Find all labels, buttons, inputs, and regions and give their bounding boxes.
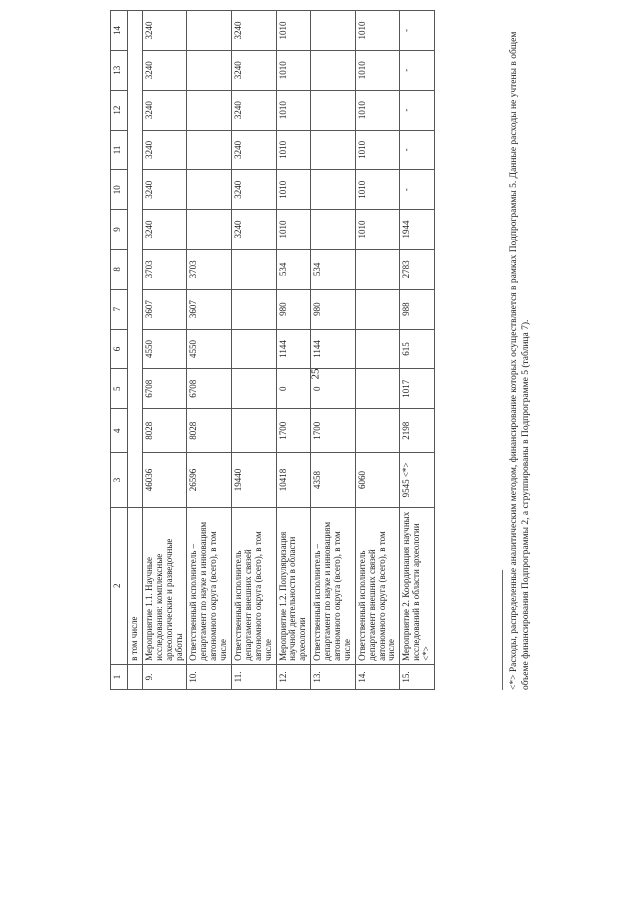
- value-cell: 1010: [276, 130, 311, 170]
- value-cell: [187, 11, 232, 51]
- row-number: 9.: [142, 664, 187, 689]
- value-cell: 1010: [355, 50, 400, 90]
- funding-table: [110, 10, 435, 690]
- value-cell: [311, 50, 356, 90]
- value-cell: 615: [400, 329, 435, 369]
- value-cell: [355, 249, 400, 289]
- value-cell: 0: [276, 369, 311, 409]
- value-cell: 1010: [355, 170, 400, 210]
- preface-empty-cell: [128, 11, 143, 508]
- column-header: 12: [111, 90, 128, 130]
- column-header: 4: [111, 409, 128, 453]
- row-name: Ответственный исполнитель – департамент по науке и инновациям автономного округа (всего), в том числе: [187, 507, 232, 664]
- value-cell: 9545 <*>: [400, 453, 435, 507]
- value-cell: 6060: [355, 453, 400, 507]
- value-cell: 3240: [142, 210, 187, 250]
- table-row: [232, 11, 277, 690]
- value-cell: 1017: [400, 369, 435, 409]
- value-cell: -: [400, 170, 435, 210]
- row-name: Ответственный исполнитель департамент внешних связей автономного округа (всего), в том числе: [232, 507, 277, 664]
- value-cell: [187, 50, 232, 90]
- value-cell: 46036: [142, 453, 187, 507]
- value-cell: 3240: [142, 11, 187, 51]
- value-cell: 988: [400, 289, 435, 329]
- row-name: Мероприятие 1.1. Научные исследования: комплексные археологические и разведочные работы: [142, 507, 187, 664]
- row-number: 10.: [187, 664, 232, 689]
- row-number: 15.: [400, 664, 435, 689]
- value-cell: [355, 329, 400, 369]
- value-cell: 4550: [142, 329, 187, 369]
- row-name: Ответственный исполнитель – департамент по науке и инновациям автономного округа (всего), в том числе: [311, 507, 356, 664]
- value-cell: [232, 409, 277, 453]
- column-header: 11: [111, 130, 128, 170]
- table-header: [111, 11, 128, 690]
- rotated-table-page: [110, 10, 531, 690]
- value-cell: 4550: [187, 329, 232, 369]
- value-cell: 1010: [276, 210, 311, 250]
- value-cell: [187, 130, 232, 170]
- value-cell: 1010: [276, 170, 311, 210]
- value-cell: 3240: [232, 210, 277, 250]
- value-cell: [355, 289, 400, 329]
- value-cell: [187, 170, 232, 210]
- table-row: [142, 11, 187, 690]
- column-header: 7: [111, 289, 128, 329]
- value-cell: 1010: [355, 210, 400, 250]
- column-header: 8: [111, 249, 128, 289]
- value-cell: 1700: [311, 409, 356, 453]
- value-cell: 3240: [232, 130, 277, 170]
- footnote-rule: [502, 570, 503, 690]
- table-row: [311, 11, 356, 690]
- row-number: 13.: [311, 664, 356, 689]
- column-header: 10: [111, 170, 128, 210]
- page-number: 25: [309, 368, 322, 380]
- table-row: [276, 11, 311, 690]
- row-name: Мероприятие 1.2. Популяризация научной деятельности в области археологии: [276, 507, 311, 664]
- value-cell: 534: [311, 249, 356, 289]
- table-row: [355, 11, 400, 690]
- value-cell: 3240: [232, 170, 277, 210]
- value-cell: [311, 210, 356, 250]
- value-cell: 3607: [187, 289, 232, 329]
- value-cell: 3240: [232, 50, 277, 90]
- value-cell: 3240: [142, 130, 187, 170]
- value-cell: 980: [311, 289, 356, 329]
- value-cell: 3703: [187, 249, 232, 289]
- value-cell: 2198: [400, 409, 435, 453]
- table-row: [400, 11, 435, 690]
- value-cell: 1010: [276, 50, 311, 90]
- value-cell: 10418: [276, 453, 311, 507]
- value-cell: -: [400, 11, 435, 51]
- table-row: [187, 11, 232, 690]
- value-cell: [355, 409, 400, 453]
- value-cell: [311, 170, 356, 210]
- value-cell: 2783: [400, 249, 435, 289]
- value-cell: [355, 369, 400, 409]
- table-body: [128, 11, 435, 690]
- value-cell: [232, 289, 277, 329]
- value-cell: -: [400, 50, 435, 90]
- value-cell: 1010: [276, 11, 311, 51]
- value-cell: 26596: [187, 453, 232, 507]
- value-cell: 8028: [187, 409, 232, 453]
- header-row: [111, 11, 128, 690]
- value-cell: 6708: [142, 369, 187, 409]
- value-cell: -: [400, 90, 435, 130]
- value-cell: 1010: [276, 90, 311, 130]
- value-cell: [311, 11, 356, 51]
- column-header: 13: [111, 50, 128, 90]
- value-cell: 0: [311, 369, 356, 409]
- value-cell: 3240: [142, 90, 187, 130]
- column-header: 5: [111, 369, 128, 409]
- row-name: Ответственный исполнитель департамент внешних связей автономного округа (всего), в том числе: [355, 507, 400, 664]
- value-cell: [232, 329, 277, 369]
- value-cell: [187, 90, 232, 130]
- value-cell: 1010: [355, 11, 400, 51]
- value-cell: 4358: [311, 453, 356, 507]
- value-cell: 3240: [142, 170, 187, 210]
- preface-num-cell: [128, 664, 143, 689]
- value-cell: 3240: [232, 90, 277, 130]
- value-cell: [232, 369, 277, 409]
- column-header: 14: [111, 11, 128, 51]
- value-cell: 980: [276, 289, 311, 329]
- value-cell: 3240: [142, 50, 187, 90]
- footnote: [502, 10, 533, 690]
- row-number: 14.: [355, 664, 400, 689]
- preface-row: [128, 11, 143, 690]
- column-header: 3: [111, 453, 128, 507]
- value-cell: 3703: [142, 249, 187, 289]
- value-cell: [311, 90, 356, 130]
- value-cell: 3240: [232, 11, 277, 51]
- column-header: 6: [111, 329, 128, 369]
- column-header: 2: [111, 507, 128, 664]
- preface-text: в том числе: [128, 507, 143, 664]
- value-cell: 6708: [187, 369, 232, 409]
- value-cell: 8028: [142, 409, 187, 453]
- value-cell: [232, 249, 277, 289]
- column-header: 9: [111, 210, 128, 250]
- row-number: 11.: [232, 664, 277, 689]
- value-cell: 1144: [311, 329, 356, 369]
- footnote-text: <*> Расходы, распределенные аналитическим методом, финансирование которых осуществляется в рамках Подпрограммы 5. Данные расходы не учтены в общем объеме финансирования Подпрограммы 2, а сгруппированы в Подпрограмме 5 (таблица 7).: [509, 31, 531, 690]
- value-cell: [187, 210, 232, 250]
- value-cell: 1010: [355, 130, 400, 170]
- value-cell: 19440: [232, 453, 277, 507]
- value-cell: 1010: [355, 90, 400, 130]
- value-cell: 1700: [276, 409, 311, 453]
- value-cell: 1944: [400, 210, 435, 250]
- value-cell: -: [400, 130, 435, 170]
- value-cell: 3607: [142, 289, 187, 329]
- row-name: Мероприятие 2. Координация научных исследований в области археологии <*>: [400, 507, 435, 664]
- column-header: 1: [111, 664, 128, 689]
- row-number: 12.: [276, 664, 311, 689]
- value-cell: [311, 130, 356, 170]
- value-cell: 1144: [276, 329, 311, 369]
- value-cell: 534: [276, 249, 311, 289]
